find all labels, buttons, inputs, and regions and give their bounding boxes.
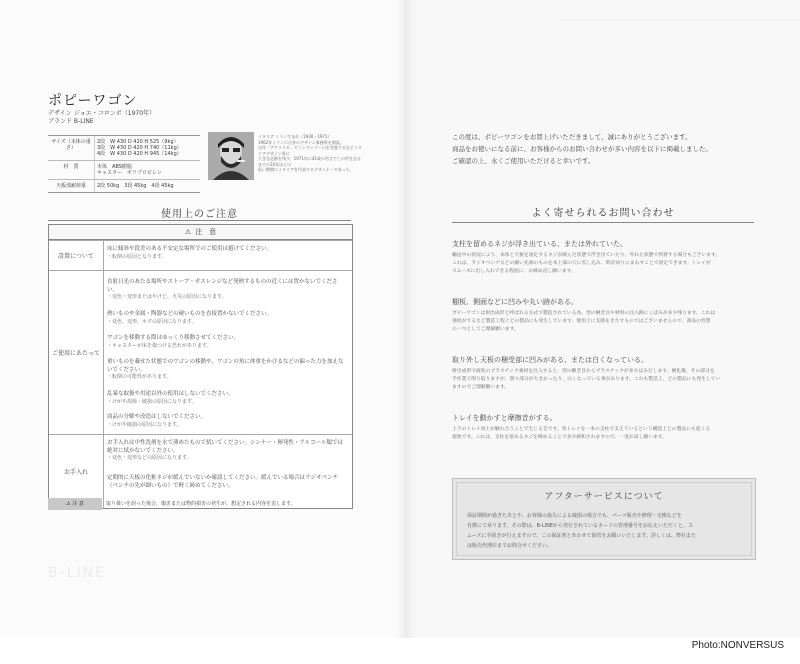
faq-question: トレイを動かすと摩擦音がする。 [452, 414, 557, 422]
design-label: デザイン [48, 110, 72, 117]
spec-value: 2段 50kg 3段 45kg 4段 45kg [97, 183, 174, 189]
caution-legend-tag-label: 注 意 [72, 501, 84, 507]
faq-answer-line: ますのでご理解願います。 [452, 385, 510, 390]
spec-values [94, 161, 200, 179]
bio-line: 自作「アクリリカ」でコンペッソー口を受賞するなどイタリアデザイン界に [258, 145, 362, 156]
caution-item [107, 475, 347, 490]
caution-text: 重いものを載せた状態でのワゴンの移動や、ワゴンの角に体重をかけるなどの偏った力を加えないでください。 [107, 359, 344, 373]
faq-item [452, 240, 754, 276]
section-title-caution: 使用上のご注意 [161, 209, 238, 220]
faq-answer-line: スムーズに出し入れできる程度に、お締め直し願います。 [452, 269, 576, 274]
faq-answer-line: 射出成形で液状のプラスチック素材を注入すると、型の継ぎ目からプラスチックが多少はみだします。硬化後、その部分を [452, 369, 715, 374]
intro-line: 商品をお使いになる前に、お客様からのお問い合わせが多い内容を以下に掲載しました。 [452, 145, 712, 153]
faint-brand-mark: B-LINE [48, 565, 106, 581]
after-service-line: 保証期間が過ぎたあとや、お客様の過失による破損の場合でも、パーツ販売や修理・交換などを [467, 513, 682, 519]
faq-header [452, 200, 754, 222]
caution-header-label: 注 意 [195, 228, 217, 236]
caution-item [107, 440, 347, 463]
faq-question: 棚板、側面などに凹みや丸い跡がある。 [452, 298, 578, 306]
spec-value: 3段 W 430 D 420 H 740（11kg） [97, 145, 182, 151]
after-service-title: アフターサービスについて [544, 492, 664, 502]
caution-item [107, 391, 347, 406]
intro-line: この度は、ポピーワゴンをお買上げいただきまして、誠にありがとうございます。 [452, 133, 692, 141]
book-gutter [396, 0, 418, 638]
after-service-line: 有償にて承ります。その際は、B-LINEから発行されているカードの管理番号をお伝えいただくと、ス [467, 523, 693, 529]
spec-table [48, 135, 200, 193]
row-label: お手入れ [49, 435, 104, 509]
left-page [0, 0, 404, 638]
faq-answer [452, 252, 754, 276]
caution-note: ・転倒の可能性があります。 [107, 374, 172, 380]
caution-table [48, 224, 353, 509]
spec-header: サイズ（本体の重さ） [51, 139, 91, 151]
spec-value: 4段 W 430 D 420 H 945（14kg） [97, 151, 182, 157]
caution-text: 床に傾斜や段差のある不安定な場所でのご使用は避けてください。 [107, 246, 273, 252]
caution-note: ・転倒の原因となります。 [107, 253, 167, 260]
after-service-line: は販売代理店までお問合せください。 [467, 543, 553, 549]
faq-answer-line: 輸送中の状況により、本体と天板を固定するネジが緩んだ状態で浮き出ていたり、外れた状態で到着する場合もございます。 [452, 253, 721, 258]
caution-note: ・けがや破損の原因になります。 [107, 421, 182, 428]
intro-text [452, 131, 752, 167]
spec-header: 材 質 [63, 164, 79, 170]
caution-text: 乱暴な取扱や用途以外の使用はしないでください。 [107, 391, 234, 397]
caution-item [107, 414, 347, 429]
caution-text: 商品の分解や改造はしないでください。 [107, 414, 207, 420]
designer-bio [258, 134, 362, 173]
caution-note: ・変色、変形、キズの原因になります。 [107, 318, 197, 325]
faq-answer-line: 強度がでるなど製造工程上どの製品にも発生しています。使用上に支障をきたすものではございませんので、商品の性質 [452, 319, 711, 324]
faq-question: 取り外し天板の梱受部に凹みがある、または白くなっている。 [452, 356, 648, 364]
caution-note: ・キャスターが床を傷つける恐れがあります。 [107, 342, 212, 349]
warning-icon: ⚠ [184, 228, 192, 236]
faq-item [452, 414, 754, 442]
faq-answer [452, 426, 754, 442]
bio-line: イタリア ミラノ生まれ（1930－1971） [258, 134, 332, 139]
divider [48, 220, 351, 221]
spec-value: 2段 W 430 D 420 H 525（9kg） [97, 139, 179, 145]
intro-line: ご確認の上、永くご使用いただけると幸いです。 [452, 157, 595, 165]
photo-credit: Photo:NONVERSUS [691, 640, 784, 651]
row-label: ご使用にあたって [49, 271, 104, 435]
row-label: 設置について [49, 241, 104, 271]
caution-text: ワゴンを移動する際はゆっくり移動させてください。 [107, 335, 239, 341]
caution-text: 直射日光のあたる場所やストーブ・ガスレンジなど発熱するものの近くには置かないでください。 [107, 279, 338, 293]
faq-answer-line: ポピーワゴンは射出成形と呼ばれる方式で製造されている為、型の継ぎ目や材料の注入跡にくぼみが多少残ります。これは [452, 311, 716, 316]
spec-row-load [48, 179, 200, 192]
spec-values [94, 136, 200, 160]
product-title: ポピーワゴン [48, 93, 138, 109]
faq-answer-line: の一つとしてご理解願います。 [452, 327, 519, 332]
caution-note: ・けがや故障・破損の原因になります。 [107, 398, 197, 405]
caution-legend-tag [48, 498, 102, 510]
bio-line: 短い期間にイタリアを代表するデザイナーであった。 [258, 167, 354, 172]
brand-value: B-LINE [73, 118, 94, 125]
brand-label: ブランド [48, 118, 73, 125]
faq-answer-line: 上下のトレイ同士が触れ合うことで生じる音です。各トレイを一本の支柱で支えているという構造上どの製品にも起こる [452, 427, 711, 432]
after-service-body [467, 511, 745, 551]
bio-line: 1962年ミラノに自身のデザイン事務所を開設。 [258, 139, 344, 145]
spec-value: キャスター ポリプロピレン [97, 170, 162, 176]
faq-question: 支柱を留めるネジが浮き出ている、または外れていた。 [452, 240, 627, 248]
caution-row-usage [49, 270, 352, 435]
warning-icon: ⚠ [66, 501, 73, 507]
spec-value: 本体 ABS樹脂 [97, 164, 132, 170]
faq-title: よく寄せられるお問い合わせ [531, 208, 675, 219]
caution-item [107, 359, 347, 382]
spec-values [94, 180, 200, 192]
designer-portrait [208, 132, 254, 180]
caution-legend-text: 取り扱いを誤った場合、傷害または物的損害の発生が、想定される内容を表します。 [106, 501, 296, 507]
faq-item [452, 356, 754, 392]
brand-line [48, 116, 94, 125]
faq-answer-line: 手作業で削り取りますが、削り部分が大きかったり、白くなっている事があります。これも製造上、どの製品にも発生してい [452, 377, 721, 382]
faq-answer [452, 310, 754, 334]
faq-answer-line: これは、ラジオペンチなどの細い先端のものを本上部の穴に差し込み、時計回りにまわすことで固定できます。トレイが [452, 261, 711, 266]
spec-row-size [48, 136, 200, 160]
caution-note: ・変色・変形またはやけど、火災の原因になります。 [107, 294, 227, 300]
after-service-line: ムーズに手続きが行えますので、この保証書とあわせて保管をお願いいたします。詳しくは、弊社また [467, 533, 697, 539]
spec-header: 天板部耐荷重 [55, 183, 86, 189]
page-shadow-frame [560, 20, 800, 141]
caution-text: お手入れは中性洗剤を水で薄めたもので拭いてください。シンナー・揮発性・アルコール類では絶対に拭かないでください。 [107, 440, 344, 454]
caution-legend [48, 498, 351, 510]
caution-item [107, 311, 347, 326]
faq-answer-line: 現象です。これは、支柱を留めるネジを締めることで多少緩和されますので、一度お試し願います。 [452, 435, 668, 440]
caution-row-installation [49, 240, 352, 271]
caution-header [49, 225, 352, 240]
caution-text: 定期的に天板の化粧ネジが緩んでいないか確認してください。緩んでいる場合はラジオペンチ（ペンチの先が細いもの）で軽く締めてください。 [107, 475, 339, 489]
caution-item [107, 279, 347, 302]
caution-note: ・変色・変形などの原因になります。 [107, 455, 192, 461]
after-service-box [452, 478, 756, 560]
design-value: ジョエ・コロンボ（1970年） [73, 110, 156, 117]
caution-item [107, 335, 347, 350]
caution-text: 熱いものや金属・陶器などの硬いものを直接置かないでください。 [107, 311, 273, 317]
faq-answer [452, 368, 754, 392]
faq-item [452, 298, 754, 334]
caution-item [107, 246, 347, 261]
divider [452, 222, 754, 223]
bio-line: 大きな足跡を残す。1971年に41歳の若さでこの世を去るまでの10年ほどの [258, 156, 361, 167]
spec-row-material [48, 160, 200, 179]
